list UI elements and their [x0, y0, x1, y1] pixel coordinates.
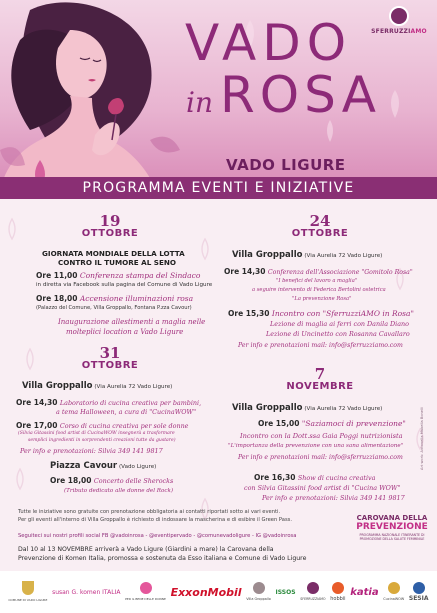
time: Ore 18,00	[50, 476, 92, 485]
month: NOVEMBRE	[286, 381, 354, 392]
title: Conferenza dell'Associazione "Gomitolo Rosa"	[267, 269, 413, 276]
ribbon-icon	[140, 582, 152, 594]
artist-credit: Art work: Antonella Mabella Bonelli	[420, 407, 424, 470]
venue: Villa Groppallo	[232, 250, 303, 260]
oct24-event-1-line-4: "La prevenzione Rosa"	[292, 296, 352, 302]
footnote-1: Tutte le iniziative sono gratuite con prenotazione obbligatoria ai contatti riportati sotto ai vari eventi.	[18, 509, 281, 515]
time: Ore 15,00	[258, 419, 300, 428]
oct31-event-3	[50, 476, 173, 485]
sponsor-label: Villa Groppallo	[246, 597, 271, 601]
time: Ore 14,30	[16, 398, 58, 407]
sponsor-komen	[52, 589, 120, 596]
sponsor-katia: katia	[350, 586, 379, 598]
nov7-event-1-line-2: Incontro con la Dott.ssa Gaia Poggi nutrizionista	[240, 432, 403, 440]
title: Laboratorio di cucina creativa per bambini,	[59, 399, 202, 407]
oct24-event-2-line-3: Lezione di Uncinetto con Rosanna Cavallaro	[266, 330, 410, 338]
sponsor-sesia	[409, 582, 429, 602]
venue: Piazza Cavour	[50, 461, 118, 471]
venue: Villa Groppallo	[232, 403, 303, 413]
day: 19	[99, 212, 121, 230]
sponsor-villa-groppallo	[246, 582, 271, 602]
sponsor-comune	[8, 581, 47, 603]
villa-icon	[253, 582, 265, 594]
oct31-event-2	[16, 421, 188, 430]
sponsor-hobbii	[330, 582, 345, 602]
subtitle-vado-ligure: VADO LIGURE	[226, 156, 346, 174]
venue-address: (Vado Ligure)	[119, 464, 157, 470]
oct24-event-2	[228, 309, 414, 318]
caravan-line-2: Prevenzione di Komen Italia, promossa e sostenuta da Esso italiana e Comune di Vado Ligure	[18, 555, 307, 562]
oct19-event-1-desc: in diretta via Facebook sulla pagina del Comune di Vado Ligure	[36, 282, 213, 288]
time: Ore 11,00	[36, 271, 78, 280]
oct19-event-3-line-2: molteplici location a Vado Ligure	[66, 328, 184, 336]
yarn-icon	[307, 582, 319, 594]
oct19-event-2	[36, 294, 193, 303]
oct31-event-2-line-3: semplici ingredienti in sorprendenti creazioni tutte da gustare)	[28, 438, 176, 443]
sponsor-cucinawow	[383, 582, 404, 602]
date-19-ottobre	[30, 214, 190, 239]
oct31-info: Per info e prenotazioni: Silvia 349 141 9817	[20, 447, 163, 455]
time: Ore 17,00	[16, 421, 58, 430]
carovana-title-2: PREVENZIONE	[356, 522, 428, 532]
month: OTTOBRE	[81, 360, 139, 371]
sponsor-sferruzziamo	[300, 582, 325, 602]
sponsor-label: hobbii	[330, 596, 346, 602]
time: Ore 18,00	[36, 294, 78, 303]
sponsor-label: PER IL BENE DELLE DONNE	[125, 597, 166, 601]
nov7-event-2	[254, 473, 375, 482]
yarn-icon	[389, 6, 409, 26]
carovana-title-1: CAROVANA DELLA	[356, 514, 428, 522]
nov7-venue	[232, 403, 382, 413]
cucinawow-icon	[388, 582, 400, 594]
venue: Villa Groppallo	[22, 381, 93, 391]
oct24-event-1-line-3: a seguire intervento di Federica Bertolini ostetrica	[252, 287, 386, 293]
time: Ore 14,30	[224, 267, 266, 276]
month: OTTOBRE	[291, 228, 349, 239]
footnote-2: Per gli eventi all'interno di Villa Groppallo è richiesto di indossare la mascherina e di esibire il Green Pass.	[18, 517, 293, 523]
carovana-della-prevenzione-logo	[353, 514, 431, 541]
title: "Saziamoci di prevenzione"	[301, 419, 406, 428]
oct31-venue-2	[50, 461, 156, 471]
title-rosa: ROSA	[220, 66, 381, 124]
title: Accensione illuminazioni rosa	[79, 294, 194, 303]
oct19-event-2-desc: (Palazzo del Comune, Villa Groppallo, Fontana P.zza Cavour)	[36, 305, 192, 311]
title: Corso di cucina creativa per sole donne	[59, 422, 189, 430]
sponsor-label: SFERRUZZIAMO	[300, 597, 326, 601]
coat-of-arms-icon	[22, 581, 34, 595]
title-vado: VADO	[185, 14, 353, 72]
oct31-event-1	[16, 398, 201, 407]
time: Ore 15,30	[228, 309, 270, 318]
sponsor-label: SESIA	[408, 595, 429, 602]
title: Concerto delle Sherocks	[93, 477, 174, 485]
date-7-novembre	[240, 367, 400, 392]
title: Incontro con "SferruzziAMO in Rosa"	[271, 309, 414, 318]
nov7-event-1	[258, 419, 406, 428]
oct19-event-3-line-1: Inaugurazione allestimenti a maglia nelle	[58, 318, 206, 326]
nov7-info-1: Per info e prenotazioni mail: info@sferruzziamo.com	[238, 454, 403, 461]
oct31-event-1-line-2: a tema Halloween, a cura di "CucinaWOW"	[56, 408, 197, 416]
time: Ore 16,30	[254, 473, 296, 482]
logo-name-main: SFERRUZZI	[371, 28, 411, 35]
nov7-info-2: Per info e prenotazioni: Silvia 349 141 9817	[262, 494, 405, 502]
oct24-event-1	[224, 267, 413, 276]
poster-header	[0, 0, 437, 200]
day: 7	[314, 365, 326, 383]
oct19-heading-2: CONTRO IL TUMORE AL SENO	[58, 258, 177, 267]
hobbii-icon	[332, 582, 344, 594]
title: Show di cucina creativa	[297, 474, 376, 482]
sponsor-exxonmobil: ExxonMobil	[170, 585, 242, 599]
month: OTTOBRE	[81, 228, 139, 239]
caravan-line-1: Dal 10 al 13 NOVEMBRE arriverà a Vado Ligure (Giardini a mare) la Carovana della	[18, 546, 274, 553]
sponsor-issos	[276, 589, 296, 596]
oct19-heading-1: GIORNATA MONDIALE DELLA LOTTA	[42, 249, 185, 258]
day: 31	[99, 344, 121, 362]
oct24-event-1-line-2: "I benefici del lavoro a maglia"	[276, 278, 358, 284]
venue-address: (Via Aurelia 72 Vado Ligure)	[94, 384, 173, 390]
sponsor-label: CucinaWOW	[383, 597, 405, 601]
venue-address: (Via Aurelia 72 Vado Ligure)	[304, 253, 383, 259]
sferruzziamo-logo	[367, 6, 431, 35]
oct31-event-2-line-2: (Silvia Gitassini food artist di CucinaWOW insegnerà a trasformare	[18, 431, 175, 436]
oct31-venue	[22, 381, 172, 391]
oct31-event-3-line-2: (Tributo dedicato alle donne del Rock)	[64, 488, 174, 494]
date-31-ottobre	[30, 346, 190, 371]
nov7-event-2-line-2: con Silvia Gitassini food artist di "Cucina WOW"	[244, 484, 401, 492]
programma-banner: PROGRAMMA EVENTI E INIZIATIVE	[0, 177, 437, 199]
sponsor-bene-donne	[125, 582, 166, 602]
day: 24	[309, 212, 331, 230]
date-24-ottobre	[240, 214, 400, 239]
logo-name-accent: AMO	[410, 28, 427, 35]
social-handles: Seguiteci sui nostri profili social FB @vadoinrosa - @eventipervado - @comunevadoligure - IG @vadoinrosa	[18, 533, 297, 539]
sponsor-label: ISSOS	[275, 588, 296, 596]
sesia-icon	[413, 582, 425, 594]
nov7-event-1-line-3: "L'importanza della prevenzione con una sana alimentazione"	[228, 443, 404, 449]
sponsor-label: COMUNE DI VADO LIGURE	[8, 598, 48, 602]
oct24-venue	[232, 250, 382, 260]
oct19-event-1	[36, 271, 200, 280]
oct24-event-2-line-2: Lezione di maglia ai ferri con Danila Diano	[270, 320, 409, 328]
title: Conferenza stampa del Sindaco	[79, 271, 201, 280]
oct24-info: Per info e prenotazioni mail: info@sferruzziamo.com	[238, 342, 403, 349]
sponsor-bar	[0, 571, 437, 613]
carovana-subtitle: PROGRAMMA NAZIONALE ITINERANTE DI PROMOZIONE DELLA SALUTE FEMMINILE	[359, 533, 425, 541]
venue-address: (Via Aurelia 72 Vado Ligure)	[304, 406, 383, 412]
sponsor-label: susan G. komen ITALIA	[52, 588, 121, 596]
title-in: in	[186, 86, 213, 119]
